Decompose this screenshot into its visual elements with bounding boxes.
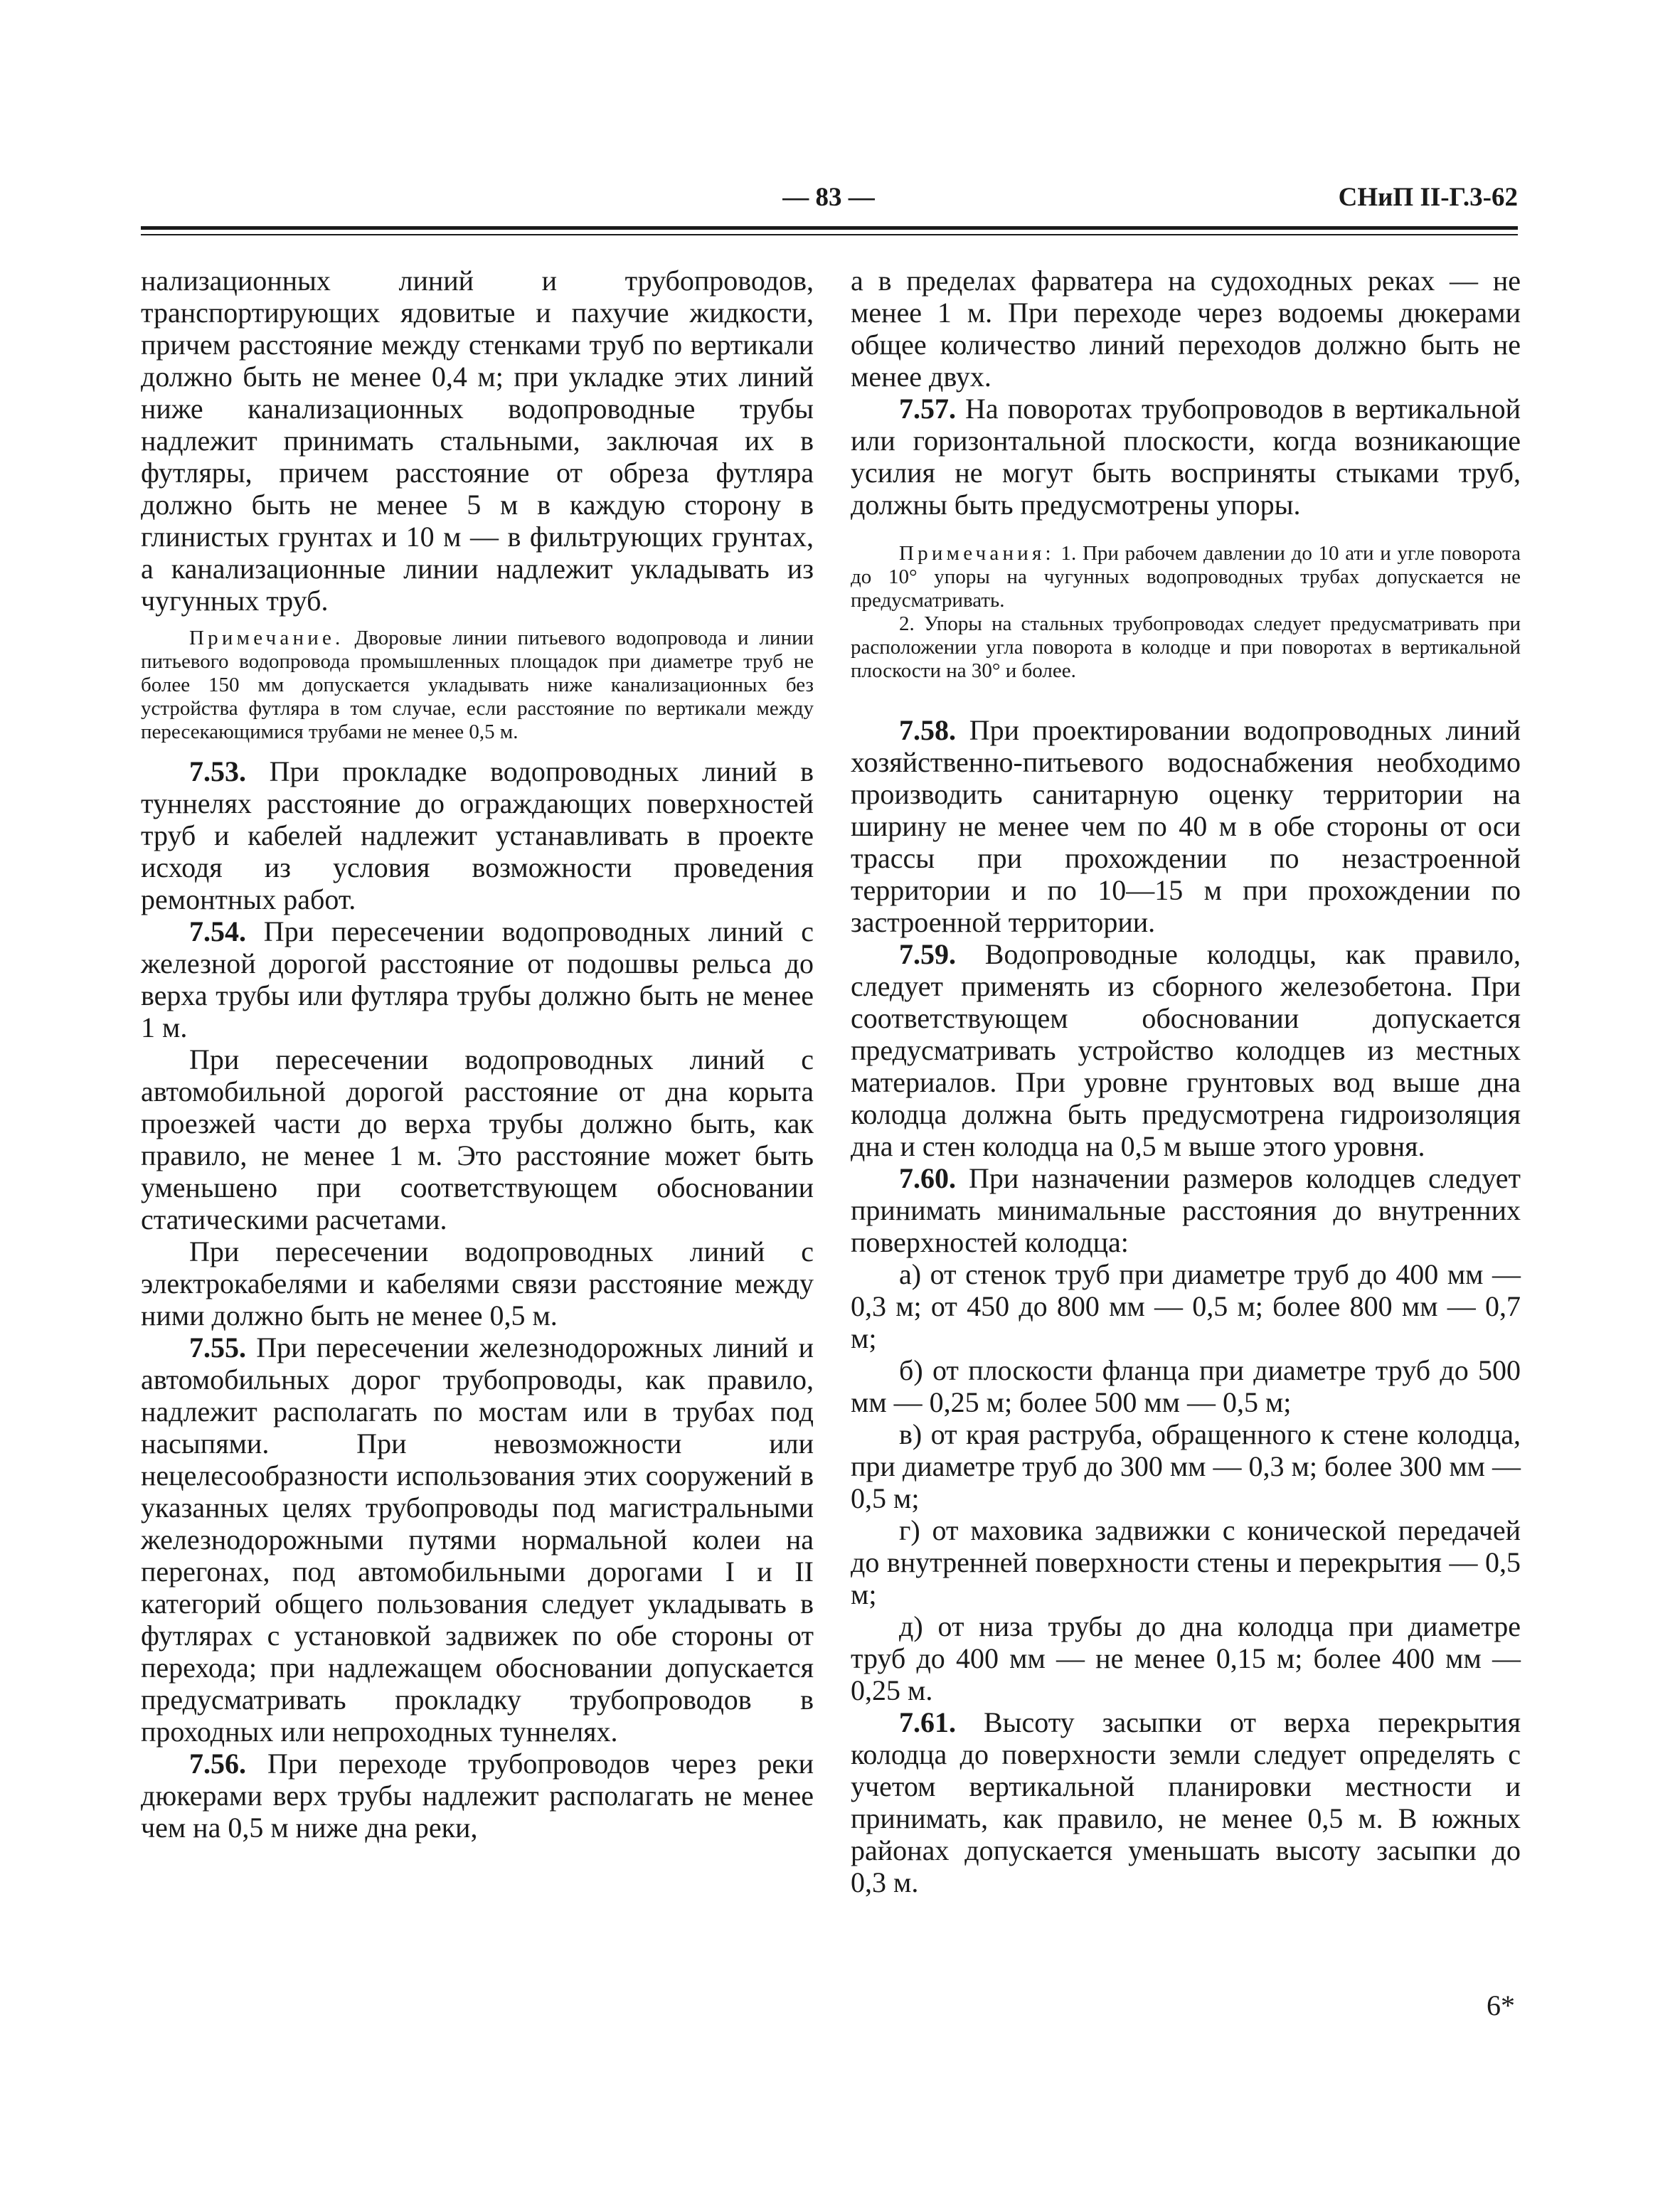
right-column <box>851 265 1521 1898</box>
notes-label: Примечания: <box>899 542 1055 565</box>
clause-7-55 <box>141 1331 814 1748</box>
clause-text: Высоту засыпки от верха перекрытия колодца до поверхности земли следует определять с учетом вертикальной планировки местности и принимать, как правило, не менее 0,5 м. В южных районах допускается уменьшать высоту засыпки до 0,3 м. <box>851 1706 1521 1898</box>
page-number-header: — 83 — <box>782 183 875 212</box>
header-rule-thick <box>141 226 1518 230</box>
list-item-c: в) от края раструба, обращенного к стене колодца, при диаметре труб до 300 мм — 0,3 м; более 300 мм — 0,5 м; <box>851 1418 1521 1514</box>
list-item-a: а) от стенок труб при диаметре труб до 400 мм — 0,3 м; от 450 до 800 мм — 0,5 м; более 800 мм — 0,7 м; <box>851 1258 1521 1354</box>
notes-paragraph-1 <box>851 542 1521 612</box>
clause-number: 7.60. <box>899 1162 956 1194</box>
clause-text: На поворотах трубопроводов в вертикальной или горизонтальной плоскости, когда возникающие усилия не могут быть восприняты стыками труб, должны быть предусмотрены упоры. <box>851 393 1521 521</box>
clause-text: При проектировании водопроводных линий хозяйственно-питьевого водоснабжения необходимо производить санитарную оценку территории на ширину не менее чем по 40 м в обе стороны от оси трассы при прохождении по незастроенной территории и по 10—15 м при прохождении по застроенной территории. <box>851 714 1521 938</box>
clause-7-54-para-2: При пересечении водопроводных линий с автомобильной дорогой расстояние от дна корыта проезжей части до верха трубы должно быть, как правило, не менее 1 м. Это расстояние может быть уменьшено при соответствующем обосновании статическими расчетами. <box>141 1043 814 1235</box>
clause-7-58 <box>851 714 1521 938</box>
clause-7-57 <box>851 393 1521 521</box>
clause-number: 7.61. <box>899 1706 956 1738</box>
clause-number: 7.57. <box>899 393 956 425</box>
clause-7-53 <box>141 755 814 915</box>
clause-7-59 <box>851 938 1521 1162</box>
clause-number: 7.53. <box>189 755 246 787</box>
clause-number: 7.56. <box>189 1748 246 1780</box>
clause-7-61 <box>851 1706 1521 1898</box>
left-column <box>141 265 814 1844</box>
clause-text: Водопроводные колодцы, как правило, следует применять из сборного железобетона. При соответствующем обосновании допускается предусматривать устройство колодцев из местных материалов. При уровне грунтовых вод выше дна колодца должна быть предусмотрена гидроизоляция дна и стен колодца на 0,5 м выше этого уровня. <box>851 938 1521 1162</box>
clause-number: 7.55. <box>189 1331 246 1363</box>
clause-7-56 <box>141 1748 814 1844</box>
clause-text: При пересечении водопроводных линий с железной дорогой расстояние от подошвы рельса до верха трубы или футляра трубы должно быть не менее 1 м. <box>141 915 814 1043</box>
note-paragraph <box>141 627 814 744</box>
clause-number: 7.54. <box>189 915 246 947</box>
note-label: Примечание. <box>189 627 344 649</box>
list-item-e: д) от низа трубы до дна колодца при диаметре труб до 400 мм — не менее 0,15 м; более 400 мм — 0,25 м. <box>851 1610 1521 1706</box>
clause-7-60 <box>851 1162 1521 1258</box>
note-text: 1. При рабочем давлении до 10 ати и угле поворота до 10° упоры на чугунных водопроводных трубах допускается не предусматривать. <box>851 542 1521 612</box>
note-text: Дворовые линии питьевого водопровода и линии питьевого водопровода промышленных площадок при диаметре труб не более 150 мм допускается укладывать ниже канализационных без устройства футляра в том случае, если расстояние по вертикали между пересекающимися трубами не менее 0,5 м. <box>141 627 814 743</box>
clause-text: При назначении размеров колодцев следует принимать минимальные расстояния до внутренних поверхностей колодца: <box>851 1162 1521 1258</box>
notes-paragraph-2: 2. Упоры на стальных трубопроводах следует предусматривать при расположении угла поворота в колодце и при поворотах в вертикальной плоскости на 30° и более. <box>851 612 1521 682</box>
clause-text: При прокладке водопроводных линий в туннелях расстояние до ограждающих поверхностей труб и кабелей надлежит устанавливать в проекте исходя из условия возможности проведения ремонтных работ. <box>141 755 814 915</box>
clause-number: 7.59. <box>899 938 956 970</box>
list-item-d: г) от маховика задвижки с конической передачей до внутренней поверхности стены и перекрытия — 0,5 м; <box>851 1514 1521 1610</box>
clause-number: 7.58. <box>899 714 956 746</box>
list-item-b: б) от плоскости фланца при диаметре труб до 500 мм — 0,25 м; более 500 мм — 0,5 м; <box>851 1354 1521 1418</box>
clause-text: При переходе трубопроводов через реки дюкерами верх трубы надлежит располагать не менее чем на 0,5 м ниже дна реки, <box>141 1748 814 1844</box>
document-code: СНиП II-Г.3-62 <box>1338 183 1518 212</box>
page-signature-mark: 6* <box>1487 1989 1515 2021</box>
clause-7-54-para-3: При пересечении водопроводных линий с электрокабелями и кабелями связи расстояние между ними должно быть не менее 0,5 м. <box>141 1235 814 1331</box>
paragraph-continuation: а в пределах фарватера на судоходных реках — не менее 1 м. При переходе через водоемы дюкерами общее количество линий переходов должно быть не менее двух. <box>851 265 1521 393</box>
clause-text: При пересечении железнодорожных линий и автомобильных дорог трубопроводы, как правило, надлежит располагать по мостам или в трубах под насыпями. При невозможности или нецелесообразности использования этих сооружений в указанных целях трубопроводы под магистральными железнодорожными путями нормальной колеи на перегонах, под автомобильными дорогами I и II категорий общего пользования следует укладывать в футлярах с установкой задвижек по обе стороны от перехода; при надлежащем обосновании допускается предусматривать прокладку трубопроводов в проходных или непроходных туннелях. <box>141 1331 814 1748</box>
header-rule-thin <box>141 234 1518 235</box>
clause-7-54 <box>141 915 814 1043</box>
paragraph-continuation: нализационных линий и трубопроводов, транспортирующих ядовитые и пахучие жидкости, причем расстояние между стенками труб по вертикали должно быть не менее 0,4 м; при укладке этих линий ниже канализационных водопроводные трубы надлежит принимать стальными, заключая их в футляры, причем расстояние от обреза футляра должно быть не менее 5 м в каждую сторону в глинистых грунтах и 10 м — в фильтрующих грунтах, а канализационные линии надлежит укладывать из чугунных труб. <box>141 265 814 617</box>
